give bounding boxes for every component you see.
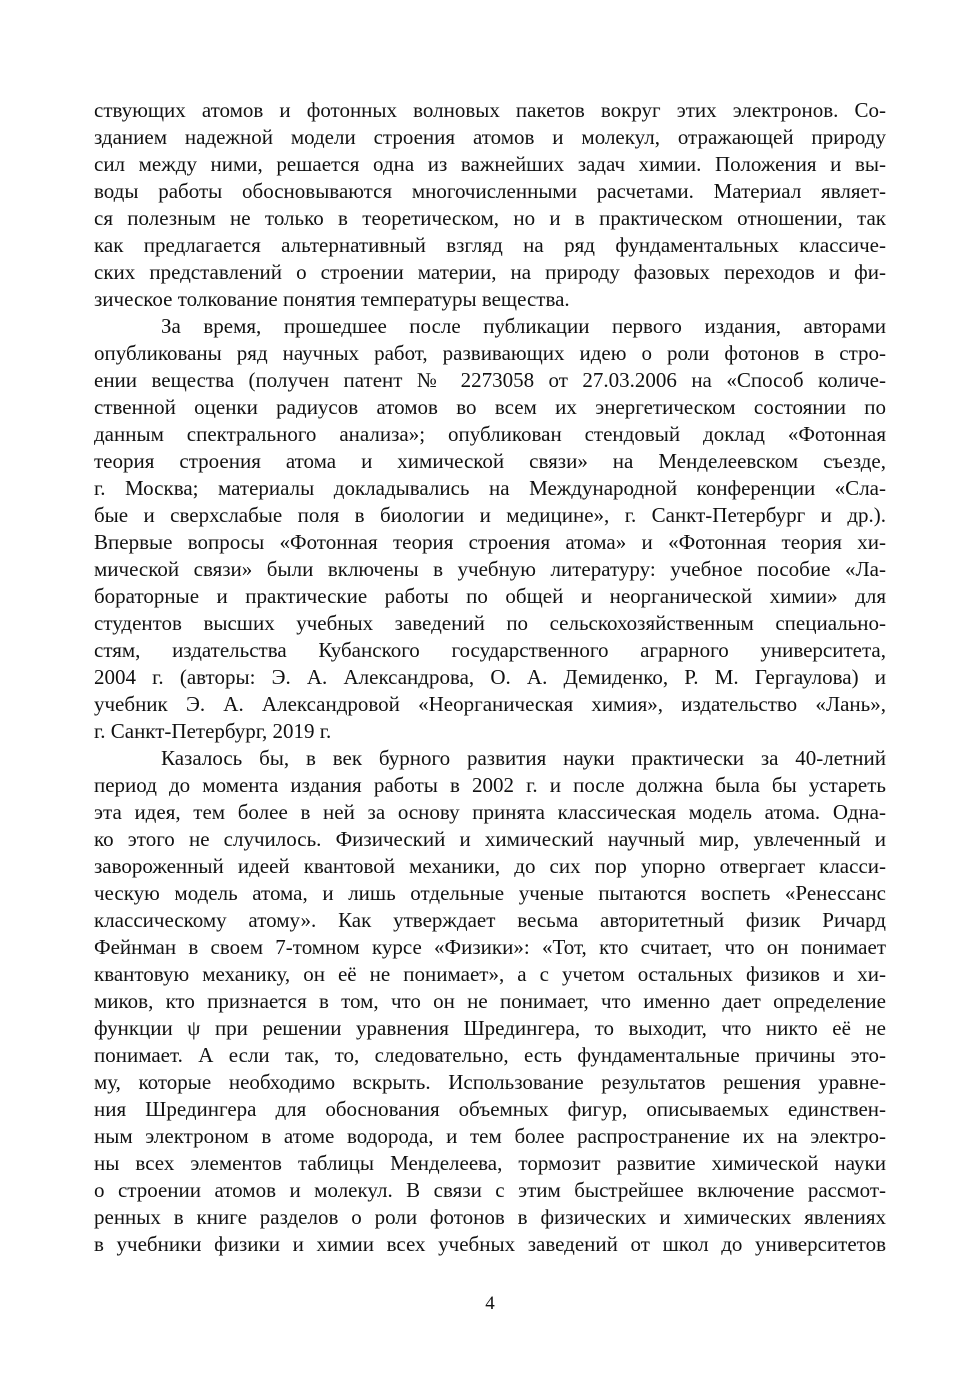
text-line: ренных в книге разделов о роли фотонов в физических и химических явлениях: [94, 1205, 886, 1229]
text-line: данным спектрального анализа»; опубликован стендовый доклад «Фотонная: [94, 422, 886, 446]
text-line: За время, прошедшее после публикации первого издания, авторами: [161, 314, 886, 338]
text-line: учебник Э. А. Александровой «Неорганическая химия», издательство «Лань»,: [94, 692, 886, 716]
text-line: 2004 г. (авторы: Э. А. Александрова, О. А. Демиденко, Р. М. Гергаулова) и: [94, 665, 886, 689]
text-line: Впервые вопросы «Фотонная теория строения атома» и «Фотонная теория хи-: [94, 530, 886, 554]
text-line: ских представлений о строении материи, на природу фазовых переходов и фи-: [94, 260, 886, 284]
text-line: миков, кто признается в том, что он не понимает, что именно дает определение: [94, 989, 886, 1013]
text-line: студентов высших учебных заведений по сельскохозяйственным специально-: [94, 611, 886, 635]
text-line: зданием надежной модели строения атомов и молекул, отражающей природу: [94, 125, 886, 149]
text-line: ении вещества (получен патент № 2273058 от 27.03.2006 на «Способ количе-: [94, 368, 886, 392]
text-line: как предлагается альтернативный взгляд на ряд фундаментальных классиче-: [94, 233, 886, 257]
text-line: му, которые необходимо вскрыть. Использование результатов решения уравне-: [94, 1070, 886, 1094]
text-line: г. Москва; материалы докладывались на Международной конференции «Сла-: [94, 476, 886, 500]
text-line: сил между ними, решается одна из важнейших задач химии. Положения и вы-: [94, 152, 886, 176]
text-line: бораторные и практические работы по общей и неорганической химии» для: [94, 584, 886, 608]
text-line: в учебники физики и химии всех учебных заведений от школ до университетов: [94, 1232, 886, 1256]
text-line: опубликованы ряд научных работ, развивающих идею о роли фотонов в стро-: [94, 341, 886, 365]
text-line: Фейнман в своем 7-томном курсе «Физики»: «Тот, кто считает, что он понимает: [94, 935, 886, 959]
text-line: воды работы обосновываются многочисленными расчетами. Материал являет-: [94, 179, 886, 203]
text-line: теория строения атома и химической связи» на Менделеевском съезде,: [94, 449, 886, 473]
text-line: квантовую механику, он её не понимает», а с учетом остальных физиков и хи-: [94, 962, 886, 986]
text-line: завороженный идеей квантовой механики, до сих пор упорно отвергает класси-: [94, 854, 886, 878]
text-line: понимает. А если так, то, следовательно, есть фундаментальные причины это-: [94, 1043, 886, 1067]
text-line: ны всех элементов таблицы Менделеева, тормозит развитие химической науки: [94, 1151, 886, 1175]
text-line: ным электроном в атоме водорода, и тем более распространение их на электро-: [94, 1124, 886, 1148]
text-line: ческую модель атома, и лишь отдельные ученые пытаются воспеть «Ренессанс: [94, 881, 886, 905]
text-line: мической связи» были включены в учебную литературу: учебное пособие «Ла-: [94, 557, 886, 581]
paragraph: [94, 313, 886, 745]
text-line: эта идея, тем более в ней за основу принята классическая модель атома. Одна-: [94, 800, 886, 824]
text-line: бые и сверхслабые поля в биологии и медицине», г. Санкт-Петербург и др.).: [94, 503, 886, 527]
text-line: зическое толкование понятия температуры вещества.: [94, 287, 570, 311]
text-line: Казалось бы, в век бурного развития науки практически за 40-летний: [161, 746, 886, 770]
page-body: [94, 97, 886, 1258]
paragraph: [94, 97, 886, 313]
text-line: г. Санкт-Петербург, 2019 г.: [94, 719, 332, 743]
text-line: период до момента издания работы в 2002 г. и после должна была бы устареть: [94, 773, 886, 797]
text-line: ственной оценки радиусов атомов во всем их энергетическом состоянии по: [94, 395, 886, 419]
text-line: классическому атому». Как утверждает весьма авторитетный физик Ричард: [94, 908, 886, 932]
paragraph: [94, 745, 886, 1258]
text-line: о строении атомов и молекул. В связи с этим быстрейшее включение рассмот-: [94, 1178, 886, 1202]
text-line: ся полезным не только в теоретическом, но и в практическом отношении, так: [94, 206, 886, 230]
text-line: ко этого не случилось. Физический и химический научный мир, увлеченный и: [94, 827, 886, 851]
text-line: ния Шредингера для обоснования объемных фигур, описываемых единствен-: [94, 1097, 886, 1121]
text-line: функции ψ при решении уравнения Шредингера, то выходит, что никто её не: [94, 1016, 886, 1040]
text-line: стям, издательства Кубанского государственного аграрного университета,: [94, 638, 886, 662]
page-number: 4: [485, 1293, 495, 1314]
text-line: ствующих атомов и фотонных волновых пакетов вокруг этих электронов. Со-: [94, 98, 886, 122]
